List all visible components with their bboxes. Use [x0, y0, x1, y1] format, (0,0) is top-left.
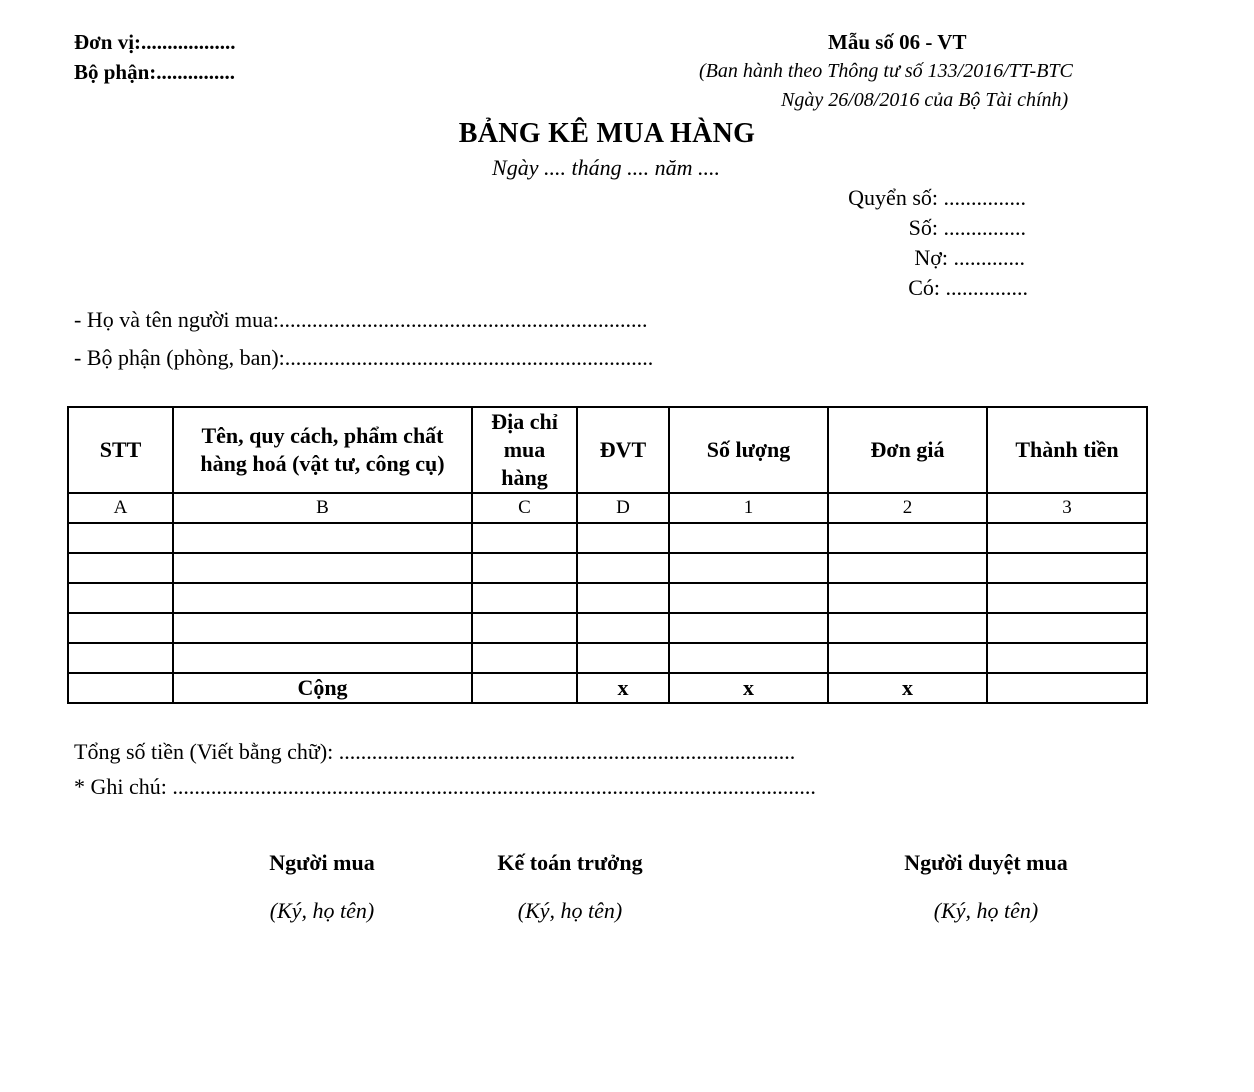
cell [669, 613, 828, 643]
document-number: Số: ............... [908, 215, 1026, 240]
header-item-name-line1: Tên, quy cách, phẩm chất [201, 423, 444, 448]
header-stt: STT [68, 407, 173, 493]
cell [173, 613, 472, 643]
header-item-name-line2: hàng hoá (vật tư, công cụ) [200, 451, 445, 476]
cell [68, 613, 173, 643]
code-d: D [577, 493, 669, 523]
buyer-name-field: - Họ và tên người mua:................................................................... [74, 307, 648, 332]
header-address-line2: mua [503, 437, 546, 462]
code-2: 2 [828, 493, 987, 523]
code-a: A [68, 493, 173, 523]
document-title: BẢNG KÊ MUA HÀNG [458, 118, 756, 149]
issued-by-line2: Ngày 26/08/2016 của Bộ Tài chính) [781, 89, 1069, 111]
cell [987, 523, 1147, 553]
header-address-line3: hàng [501, 465, 548, 490]
cell [173, 583, 472, 613]
total-amount [987, 673, 1147, 703]
total-in-words-field: Tổng số tiền (Viết bằng chữ): ................................................................................... [74, 739, 796, 764]
cell [173, 643, 472, 673]
issued-by-line1: (Ban hành theo Thông tư số 133/2016/TT-BTC [699, 60, 1073, 82]
header-amount: Thành tiền [987, 407, 1147, 493]
header-unit: ĐVT [577, 407, 669, 493]
table-row [68, 583, 1147, 613]
cell [472, 523, 577, 553]
cell [828, 553, 987, 583]
code-1: 1 [669, 493, 828, 523]
cell [173, 553, 472, 583]
cell [472, 673, 577, 703]
book-number: Quyển số: ............... [848, 185, 1026, 210]
cell [577, 613, 669, 643]
cell [577, 643, 669, 673]
total-row [68, 673, 1147, 703]
note-field: * Ghi chú: ..................................................................................................................... [74, 774, 816, 799]
chief-accountant-signature-title: Kế toán trưởng [497, 850, 643, 875]
department-label: Bộ phận:............... [74, 60, 236, 84]
cell [828, 583, 987, 613]
table-row [68, 643, 1147, 673]
buyer-department-field: - Bộ phận (phòng, ban):................................................................... [74, 345, 654, 370]
cell [472, 553, 577, 583]
buyer-signature-note: (Ký, họ tên) [269, 898, 375, 923]
cell [68, 643, 173, 673]
total-unit-mark: x [577, 673, 669, 703]
unit-label: Đơn vị:.................. [74, 30, 236, 54]
header-item-name [173, 407, 472, 493]
header-unit-price: Đơn giá [828, 407, 987, 493]
cell [828, 643, 987, 673]
debit-account: Nợ: ............. [914, 245, 1025, 270]
cell [68, 523, 173, 553]
cell [472, 583, 577, 613]
cell [577, 583, 669, 613]
table-row [68, 553, 1147, 583]
code-c: C [472, 493, 577, 523]
column-code-row [68, 493, 1147, 523]
credit-account: Có: ............... [908, 275, 1028, 300]
cell [669, 553, 828, 583]
cell [577, 553, 669, 583]
cell [987, 583, 1147, 613]
table-row [68, 613, 1147, 643]
cell [68, 673, 173, 703]
cell [669, 643, 828, 673]
cell [828, 613, 987, 643]
code-3: 3 [987, 493, 1147, 523]
cell [987, 553, 1147, 583]
cell [987, 643, 1147, 673]
total-quantity-mark: x [669, 673, 828, 703]
cell [669, 523, 828, 553]
cell [669, 583, 828, 613]
total-label: Cộng [173, 673, 472, 703]
cell [68, 583, 173, 613]
cell [828, 523, 987, 553]
cell [472, 613, 577, 643]
code-b: B [173, 493, 472, 523]
header-purchase-address [472, 407, 577, 493]
date-line: Ngày .... tháng .... năm .... [492, 155, 720, 180]
total-unit-price-mark: x [828, 673, 987, 703]
chief-accountant-signature-note: (Ký, họ tên) [517, 898, 623, 923]
table-row [68, 523, 1147, 553]
approver-signature-title: Người duyệt mua [904, 850, 1068, 875]
header-address-line1: Địa chỉ [491, 409, 558, 434]
table-header-row [68, 407, 1147, 493]
purchase-table [67, 406, 1148, 704]
buyer-signature-title: Người mua [269, 850, 375, 875]
cell [173, 523, 472, 553]
cell [577, 523, 669, 553]
approver-signature-note: (Ký, họ tên) [933, 898, 1039, 923]
cell [68, 553, 173, 583]
form-number: Mẫu số 06 - VT [828, 30, 967, 54]
header-quantity: Số lượng [669, 407, 828, 493]
cell [472, 643, 577, 673]
cell [987, 613, 1147, 643]
